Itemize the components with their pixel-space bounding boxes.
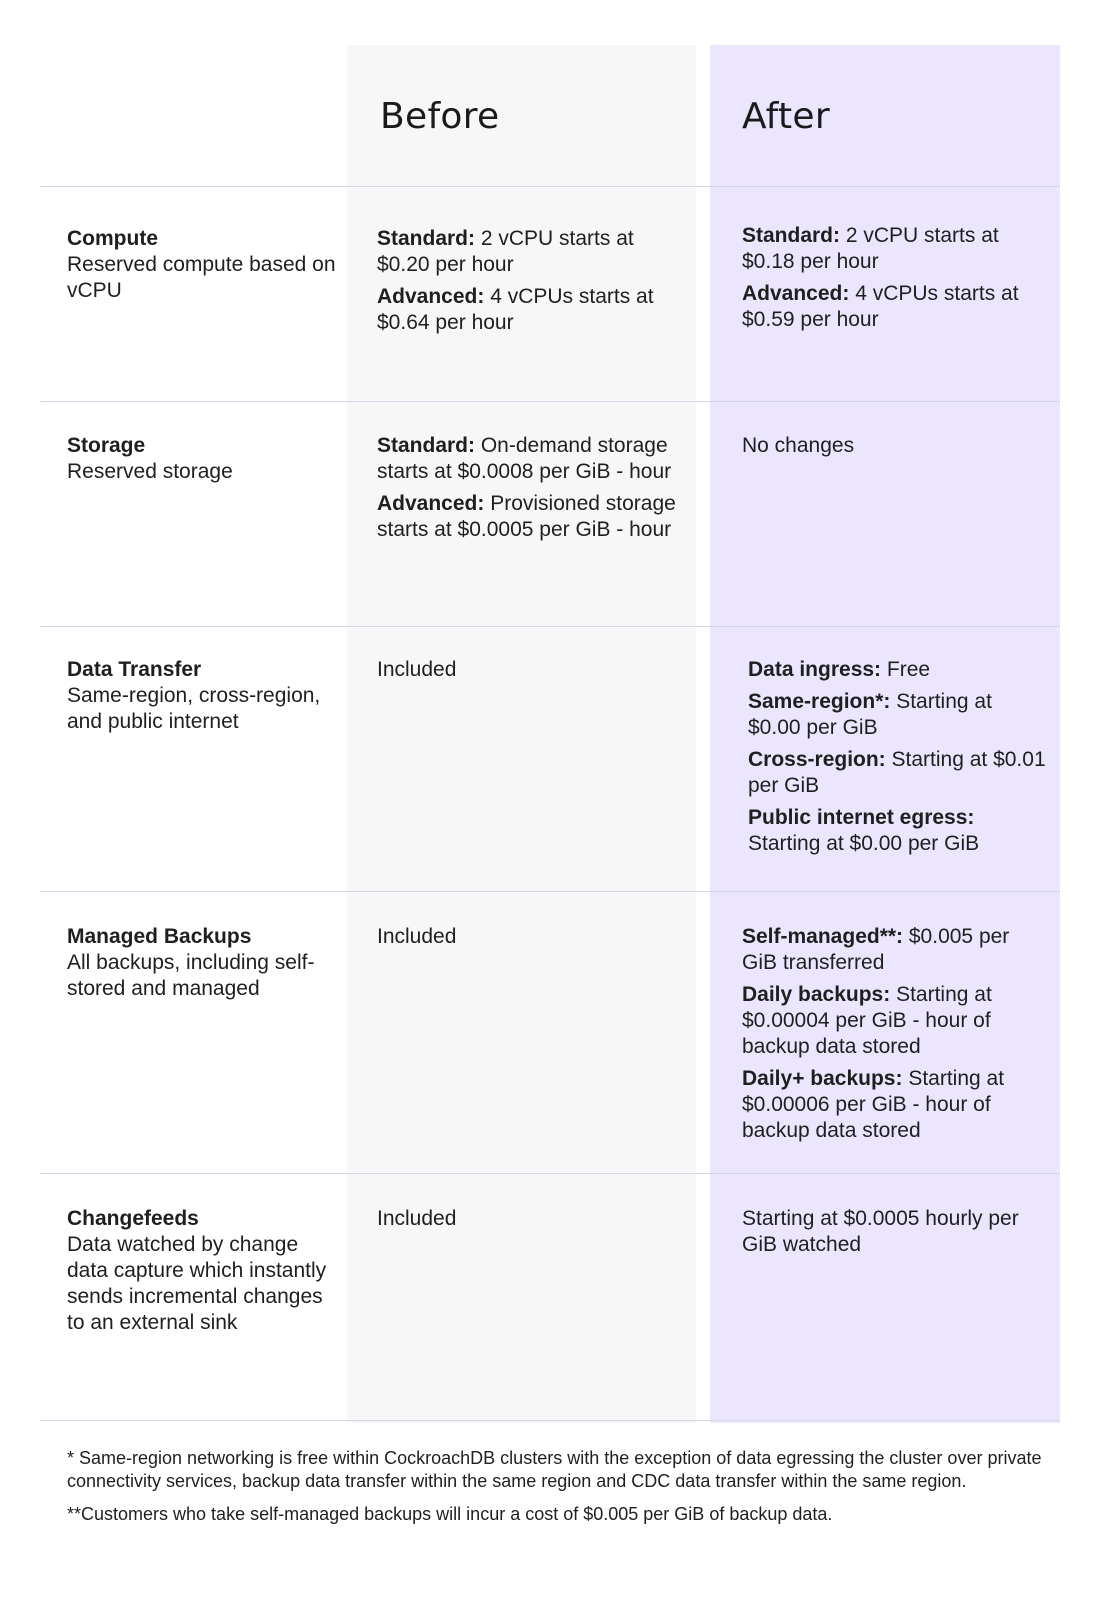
row-subtitle: Reserved compute based on vCPU xyxy=(67,253,336,302)
entry-text: Starting at $0.00004 per GiB - hour of backup data stored xyxy=(742,983,992,1058)
storage-before-cell xyxy=(377,433,677,549)
entry-text: 4 vCPUs starts at $0.59 per hour xyxy=(742,282,1019,331)
footnote-same-region: * Same-region networking is free within CockroachDB clusters with the exception of data egressing the cluster over private connectivity services, backup data transfer within the same region and CDC data transfer within the same region. xyxy=(67,1448,1042,1491)
entry-label: Standard: xyxy=(742,224,841,247)
entry-text: Included xyxy=(377,925,457,948)
entry-text: 4 vCPUs starts at $0.64 per hour xyxy=(377,285,654,334)
row-divider xyxy=(40,1173,1060,1174)
row-title: Managed Backups xyxy=(67,925,252,948)
row-subtitle: Same-region, cross-region, and public internet xyxy=(67,684,321,733)
pricing-entry xyxy=(377,491,677,543)
pricing-entry xyxy=(742,1066,1042,1144)
entry-label: Cross-region: xyxy=(748,748,886,771)
compute-before-cell xyxy=(377,226,677,342)
pricing-entry xyxy=(748,747,1048,799)
entry-text: Starting at $0.00 per GiB xyxy=(748,832,980,855)
entry-text: Included xyxy=(377,658,457,681)
pricing-entry xyxy=(742,433,1042,459)
pricing-entry xyxy=(748,657,1048,683)
row-label-data-transfer xyxy=(67,657,337,735)
row-title: Storage xyxy=(67,434,146,457)
pricing-entry xyxy=(748,805,1048,857)
pricing-entry xyxy=(377,284,677,336)
pricing-entry xyxy=(748,689,1048,741)
row-divider xyxy=(40,401,1060,402)
row-subtitle: All backups, including self-stored and managed xyxy=(67,951,315,1000)
changefeeds-after-cell xyxy=(742,1206,1042,1264)
entry-text: Starting at $0.0005 hourly per GiB watched xyxy=(742,1207,1019,1256)
row-divider xyxy=(40,186,1060,187)
data-transfer-before-cell xyxy=(377,657,677,689)
entry-label: Standard: xyxy=(377,434,476,457)
managed-backups-before-cell xyxy=(377,924,677,956)
row-label-compute xyxy=(67,226,337,304)
entry-label: Standard: xyxy=(377,227,476,250)
entry-text: Provisioned storage starts at $0.0005 per GiB - hour xyxy=(377,492,676,541)
after-header: After xyxy=(742,96,830,137)
footnotes xyxy=(67,1447,1057,1536)
pricing-entry xyxy=(377,657,677,683)
entry-text: Free xyxy=(881,658,931,681)
entry-text: 2 vCPU starts at $0.20 per hour xyxy=(377,227,634,276)
row-divider xyxy=(40,626,1060,627)
footnote-self-managed-backups: **Customers who take self-managed backups will incur a cost of $0.005 per GiB of backup data. xyxy=(67,1504,833,1524)
pricing-entry xyxy=(742,1206,1042,1258)
entry-text: Included xyxy=(377,1207,457,1230)
entry-label: Self-managed**: xyxy=(742,925,904,948)
row-label-changefeeds xyxy=(67,1206,337,1336)
row-title: Data Transfer xyxy=(67,658,202,681)
entry-label: Data ingress: xyxy=(748,658,882,681)
pricing-entry xyxy=(377,924,677,950)
entry-text: $0.005 per GiB transferred xyxy=(742,925,1010,974)
row-label-managed-backups xyxy=(67,924,337,1002)
row-divider xyxy=(40,1420,1060,1421)
compute-after-cell xyxy=(742,223,1042,339)
entry-text: Starting at $0.01 per GiB xyxy=(748,748,1046,797)
pricing-entry xyxy=(377,226,677,278)
row-label-storage xyxy=(67,433,337,485)
entry-label: Advanced: xyxy=(377,285,485,308)
entry-label: Advanced: xyxy=(742,282,850,305)
pricing-entry xyxy=(742,281,1042,333)
row-subtitle: Data watched by change data capture which instantly sends incremental changes to an external sink xyxy=(67,1233,327,1334)
row-subtitle: Reserved storage xyxy=(67,460,233,483)
entry-label: Same-region*: xyxy=(748,690,891,713)
row-title: Compute xyxy=(67,227,158,250)
pricing-entry xyxy=(742,223,1042,275)
row-title: Changefeeds xyxy=(67,1207,199,1230)
data-transfer-after-cell xyxy=(748,657,1048,863)
entry-text: Starting at $0.00006 per GiB - hour of backup data stored xyxy=(742,1067,1005,1142)
storage-after-cell xyxy=(742,433,1042,465)
entry-text: No changes xyxy=(742,434,855,457)
pricing-entry xyxy=(377,1206,677,1232)
changefeeds-before-cell xyxy=(377,1206,677,1238)
entry-text: Starting at $0.00 per GiB xyxy=(748,690,992,739)
pricing-entry xyxy=(742,982,1042,1060)
entry-text: On-demand storage starts at $0.0008 per GiB - hour xyxy=(377,434,672,483)
entry-label: Public internet egress: xyxy=(748,806,975,829)
entry-label: Daily+ backups: xyxy=(742,1067,903,1090)
pricing-entry xyxy=(742,924,1042,976)
pricing-entry xyxy=(377,433,677,485)
entry-label: Advanced: xyxy=(377,492,485,515)
managed-backups-after-cell xyxy=(742,924,1042,1150)
entry-text: 2 vCPU starts at $0.18 per hour xyxy=(742,224,999,273)
entry-label: Daily backups: xyxy=(742,983,891,1006)
before-header: Before xyxy=(380,96,500,137)
row-divider xyxy=(40,891,1060,892)
